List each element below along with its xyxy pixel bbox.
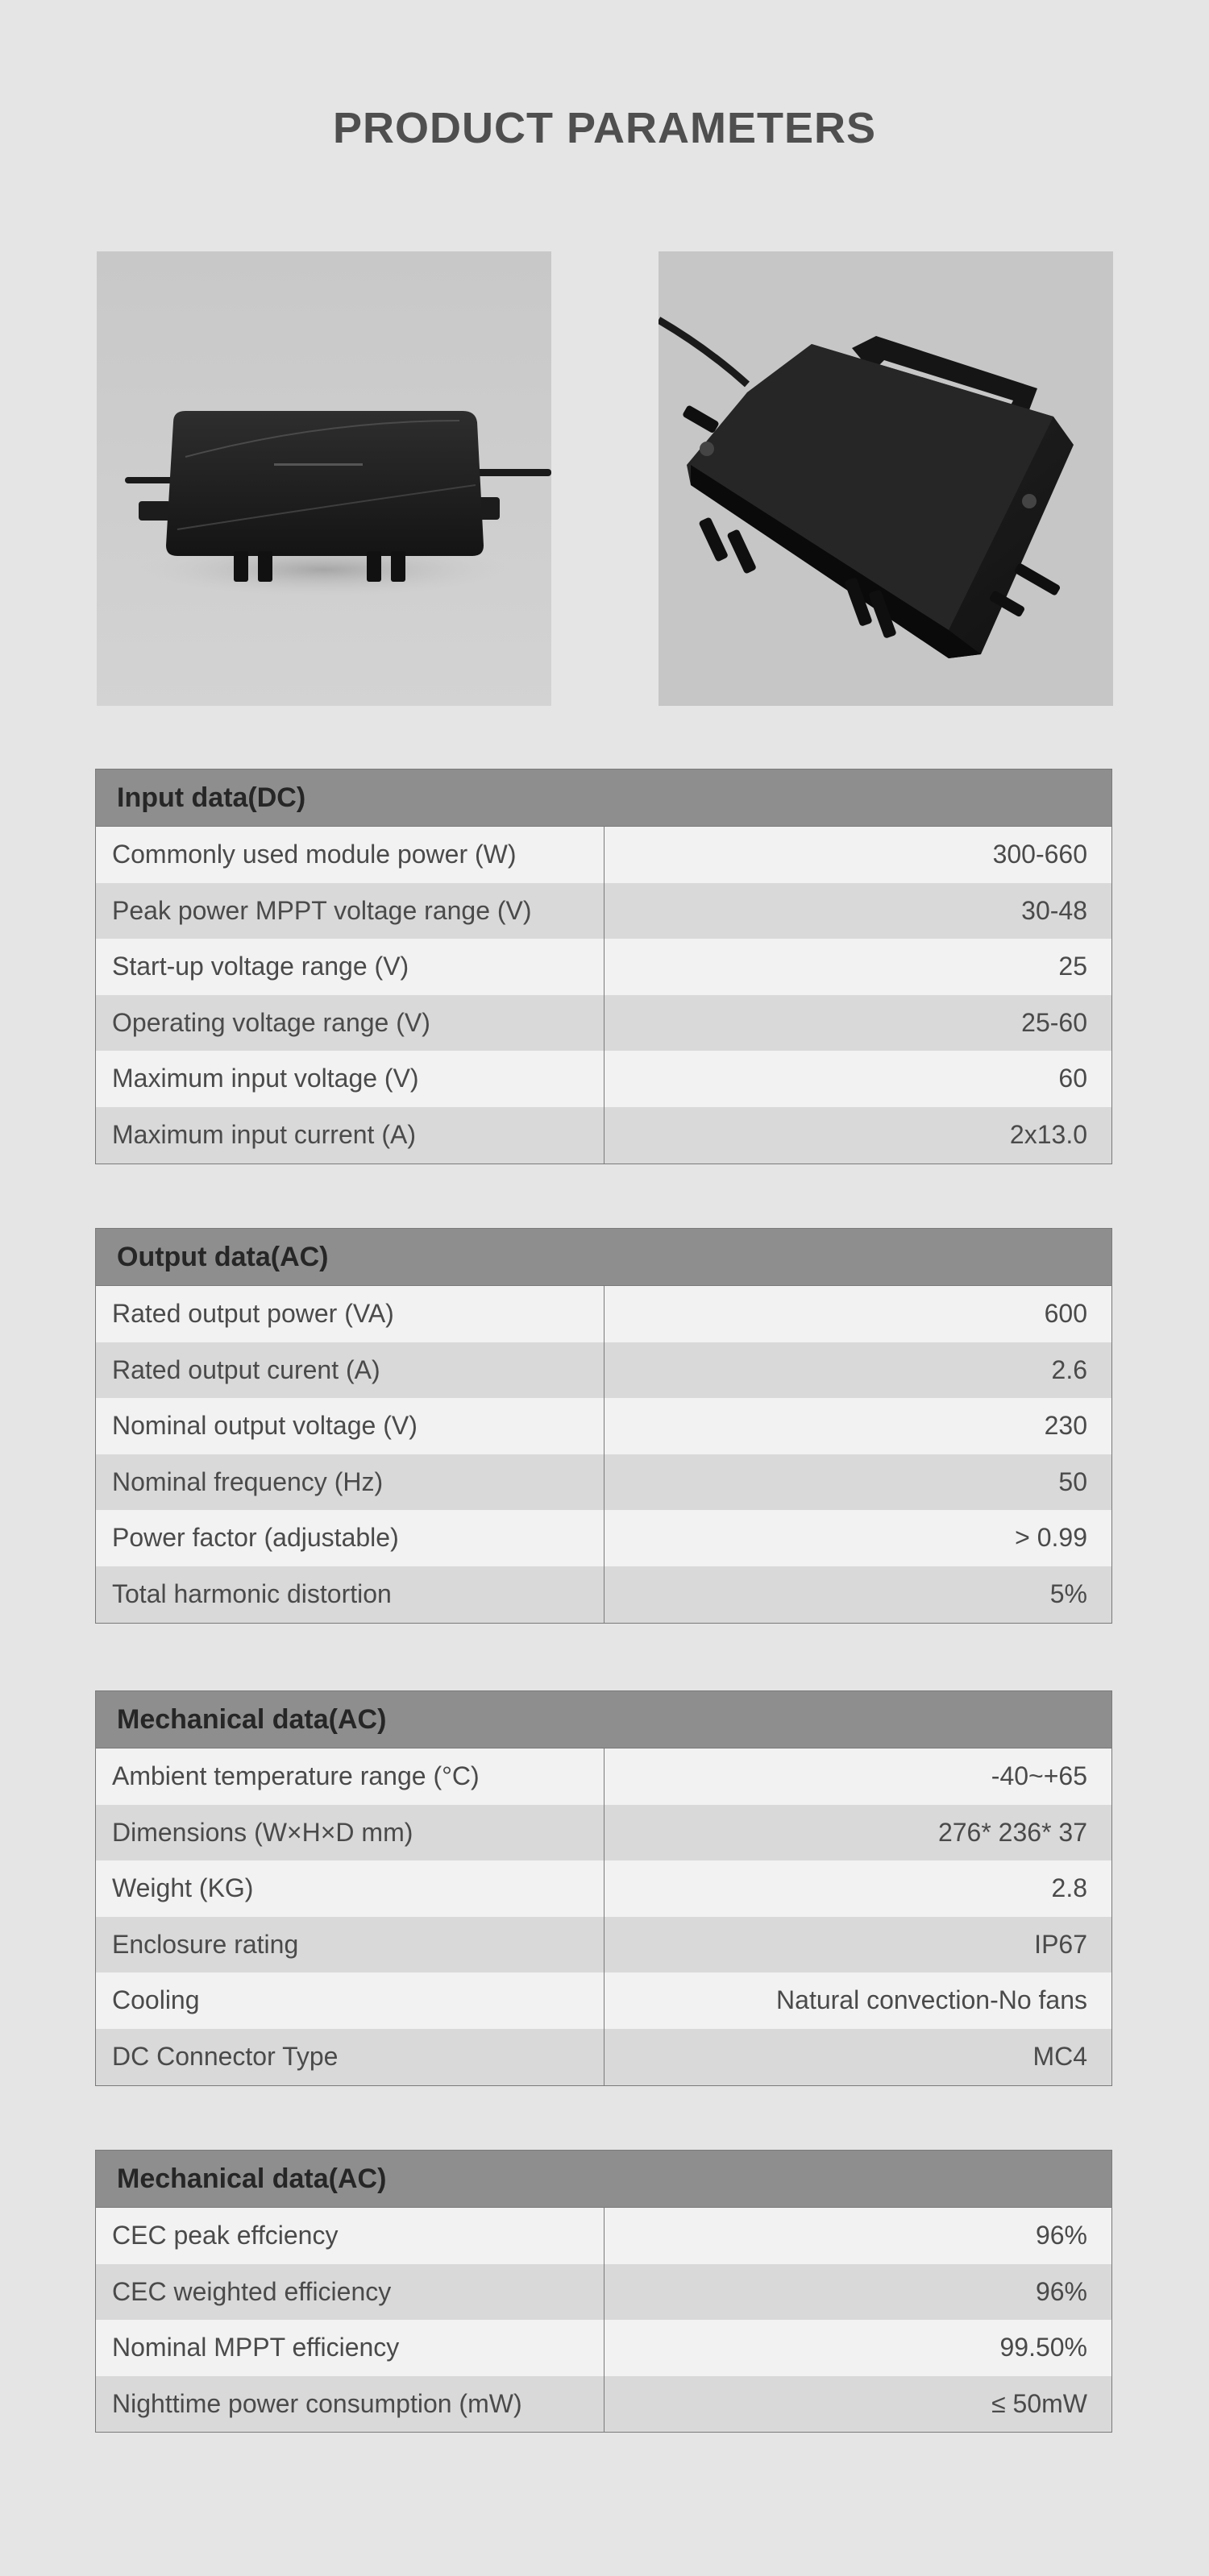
table-header: Mechanical data(AC) (96, 2151, 1111, 2208)
row-value: 96% (1035, 2221, 1087, 2250)
row-value: 96% (1035, 2276, 1087, 2306)
table-row (96, 1286, 1111, 1342)
row-label: Peak power MPPT voltage range (V) (96, 883, 604, 940)
mechanical-data-table (95, 1690, 1112, 2086)
table-row (96, 1510, 1111, 1566)
row-label: Power factor (adjustable) (96, 1510, 604, 1566)
table-header: Output data(AC) (96, 1229, 1111, 1286)
table-row (96, 2264, 1111, 2321)
page-title: PRODUCT PARAMETERS (332, 104, 876, 152)
table-row (96, 1107, 1111, 1164)
table-row (96, 2376, 1111, 2433)
table-row (96, 2029, 1111, 2085)
row-value: 2x13.0 (1009, 1119, 1087, 1149)
row-label: DC Connector Type (96, 2029, 604, 2085)
table-row (96, 827, 1111, 883)
row-value: > 0.99 (1015, 1523, 1087, 1553)
inverter-front-image (97, 251, 551, 706)
table-row (96, 2320, 1111, 2376)
row-value: 600 (1044, 1299, 1087, 1328)
table-row (96, 1398, 1111, 1454)
row-value: 25-60 (1021, 1007, 1087, 1037)
row-label: Commonly used module power (W) (96, 827, 604, 883)
row-label: Rated output curent (A) (96, 1342, 604, 1399)
table-row (96, 1860, 1111, 1917)
row-label: Maximum input current (A) (96, 1107, 604, 1164)
row-value: 30-48 (1021, 895, 1087, 925)
row-label: Nominal output voltage (V) (96, 1398, 604, 1454)
row-value: ≤ 50mW (991, 2388, 1087, 2418)
row-label: Start-up voltage range (V) (96, 939, 604, 995)
row-label: Ambient temperature range (°C) (96, 1748, 604, 1805)
row-label: Cooling (96, 1972, 604, 2029)
product-photo-angled (659, 251, 1113, 706)
row-value: 25 (1058, 952, 1087, 981)
table-row (96, 1972, 1111, 2029)
table-row (96, 939, 1111, 995)
table-header: Input data(DC) (96, 769, 1111, 827)
row-label: CEC weighted efficiency (96, 2264, 604, 2321)
row-value: 276* 236* 37 (937, 1817, 1087, 1847)
product-photo-front (97, 251, 551, 706)
table-row (96, 883, 1111, 940)
output-data-table (95, 1228, 1112, 1624)
table-header: Mechanical data(AC) (96, 1691, 1111, 1748)
row-label: Weight (KG) (96, 1860, 604, 1917)
row-label: Operating voltage range (V) (96, 995, 604, 1052)
row-value: 2.6 (1051, 1354, 1087, 1384)
table-row (96, 1454, 1111, 1511)
row-value: -40~+65 (991, 1761, 1087, 1790)
table-row (96, 1342, 1111, 1399)
row-value: 60 (1058, 1064, 1087, 1093)
row-label: Nominal frequency (Hz) (96, 1454, 604, 1511)
row-value: Natural convection-No fans (776, 1985, 1087, 2015)
table-row (96, 995, 1111, 1052)
row-value: 300-660 (992, 840, 1087, 869)
input-data-table (95, 769, 1112, 1164)
row-value: 50 (1058, 1466, 1087, 1496)
table-row (96, 1805, 1111, 1861)
table-row (96, 1917, 1111, 1973)
inverter-angled-image (659, 251, 1113, 706)
row-label: CEC peak effciency (96, 2208, 604, 2264)
row-label: Nighttime power consumption (mW) (96, 2376, 604, 2433)
row-label: Nominal MPPT efficiency (96, 2320, 604, 2376)
row-value: MC4 (1032, 2041, 1087, 2071)
row-value: 5% (1049, 1578, 1087, 1608)
row-label: Enclosure rating (96, 1917, 604, 1973)
row-label: Total harmonic distortion (96, 1566, 604, 1623)
row-value: 99.50% (999, 2333, 1087, 2362)
table-row (96, 2208, 1111, 2264)
efficiency-data-table (95, 2150, 1112, 2433)
row-value: IP67 (1034, 1929, 1087, 1959)
table-row (96, 1051, 1111, 1107)
table-row (96, 1566, 1111, 1623)
row-label: Rated output power (VA) (96, 1286, 604, 1342)
row-value: 230 (1044, 1411, 1087, 1441)
table-row (96, 1748, 1111, 1805)
row-label: Maximum input voltage (V) (96, 1051, 604, 1107)
row-label: Dimensions (W×H×D mm) (96, 1805, 604, 1861)
row-value: 2.8 (1051, 1873, 1087, 1903)
